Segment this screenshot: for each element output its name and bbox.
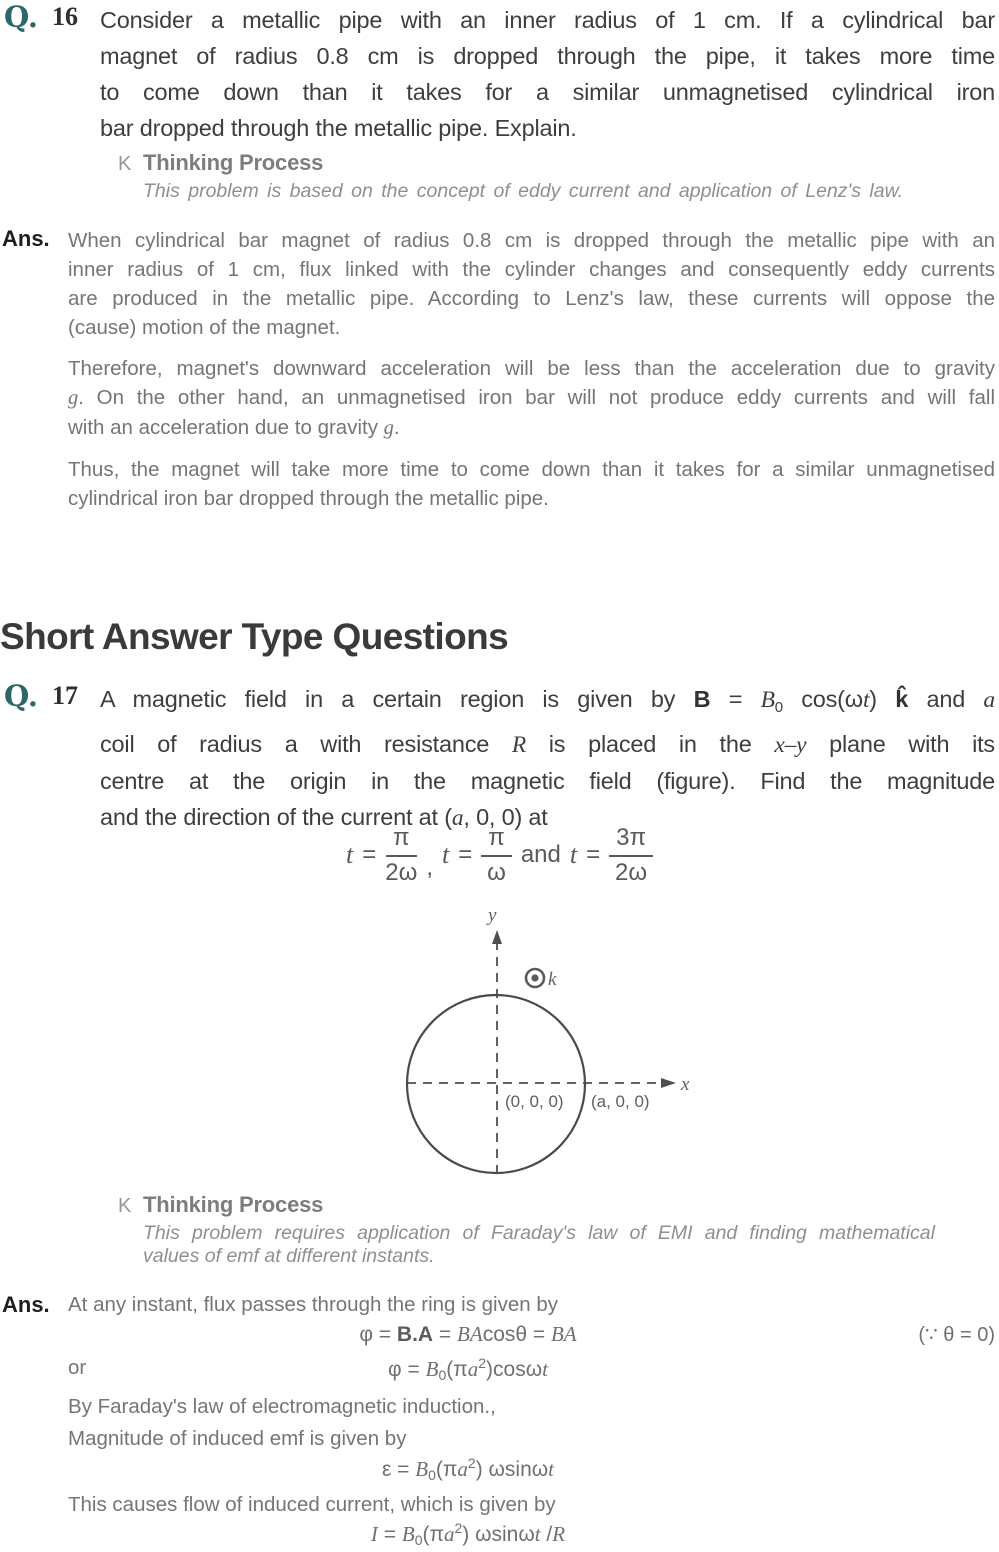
question-line: to come down than it takes for a similar unmagnetised cylindrical iron (100, 79, 995, 105)
theta-zero-note: (∵ θ = 0) (918, 1324, 995, 1346)
thinking-process-16 (0, 150, 999, 203)
answer-line: When cylindrical bar magnet of radius 0.8 cm is dropped through the metallic pipe with an (68, 229, 995, 252)
answer-line: (cause) motion of the magnet. (68, 316, 341, 339)
origin-coordinate-label: (0, 0, 0) (505, 1092, 564, 1111)
section-heading: Short Answer Type Questions (0, 615, 509, 657)
equals-sign: = (458, 841, 473, 869)
answer-intro: At any instant, flux passes through the ring is given by (68, 1293, 558, 1316)
x-axis-arrow (661, 1078, 676, 1088)
answer-line: Therefore, magnet's downward acceleration will be less than the acceleration due to gravity (68, 357, 995, 380)
question-line: and the direction of the current at (a, 0, 0) at (100, 804, 548, 831)
answer-line: cylindrical iron bar dropped through the metallic pipe. (68, 487, 549, 510)
coil-figure (395, 903, 695, 1181)
question-16 (0, 2, 999, 146)
equation-emf: $\varepsilon = B0(\pi a^2)$ ωsinωt (381, 1455, 554, 1483)
answer-paragraph (68, 455, 995, 513)
y-axis-label: y (488, 905, 497, 926)
field-dot-icon (531, 974, 538, 981)
question-line: A magnetic field in a certain region is given by $B = B_0$ cos(ωt) k̂ and a (100, 686, 995, 716)
fraction-pi-2omega: $\frac{\pi}{2\omega}$ (385, 824, 418, 886)
answer-paragraph (68, 354, 995, 443)
thinking-process-title: Thinking Process (143, 150, 324, 175)
question-17-number: 17 (52, 681, 78, 710)
faraday-law-line: By Faraday's law of electromagnetic induction., (68, 1395, 496, 1418)
magnitude-emf-line: Magnitude of induced emf is given by (68, 1427, 407, 1450)
answer-label: Ans. (2, 226, 50, 251)
induced-current-line: This causes flow of induced current, which is given by (68, 1493, 556, 1516)
or-label: or (68, 1356, 87, 1379)
question-17 (0, 681, 999, 836)
question-line: magnet of radius 0.8 cm is dropped through the pipe, it takes more time (100, 43, 995, 69)
answer-line: with an acceleration due to gravity g. (68, 416, 400, 439)
point-a-coordinate-label: (a, 0, 0) (591, 1092, 650, 1111)
answer-line: inner radius of 1 cm, flux linked with the cylinder changes and consequently eddy currents (68, 258, 995, 281)
and-word: and (520, 841, 561, 869)
thinking-process-17 (0, 1192, 999, 1268)
question-line: Consider a metallic pipe with an inner radius of 1 cm. If a cylindrical bar (100, 7, 995, 33)
comma: , (426, 854, 433, 882)
equation-current: $I = B0(\pi a^2)$ ωsinωt /R (370, 1520, 566, 1548)
answer-paragraph (68, 226, 995, 342)
question-16-text (100, 2, 995, 146)
answer-label: Ans. (2, 1292, 50, 1317)
coil-circle (407, 995, 585, 1173)
thinking-process-icon: K (118, 153, 132, 175)
answer-16 (0, 226, 999, 525)
thinking-process-icon: K (118, 1195, 132, 1217)
answer-line: Thus, the magnet will take more time to come down than it takes for a similar unmagnetised (68, 458, 995, 481)
thinking-process-title: Thinking Process (143, 1192, 324, 1217)
question-16-number: 16 (52, 2, 78, 31)
math-var-t: t (345, 840, 354, 870)
k-vector-label: k (548, 969, 557, 990)
question-16-q-mark: Q. (4, 0, 38, 34)
question-line: coil of radius a with resistance R is placed in the x–y plane with its (100, 731, 995, 758)
question-line: bar dropped through the metallic pipe. Explain. (100, 115, 577, 141)
question-line: centre at the origin in the magnetic field (figure). Find the magnitude (100, 768, 995, 794)
math-var-t: t (442, 840, 450, 870)
fraction-3pi-2omega: $\frac{3\pi}{2\omega}$ (609, 824, 653, 886)
x-axis-label: x (681, 1074, 690, 1095)
fraction-pi-omega: $\frac{\pi}{\omega}$ (481, 824, 512, 886)
equation-flux-b0: $\varphi = B0(\pi a^2)\cos\omega t$ (388, 1355, 548, 1383)
answer-16-body (68, 226, 995, 513)
question-17-q-mark: Q. (4, 679, 38, 713)
answer-17 (0, 1292, 999, 1552)
equals-sign: = (586, 841, 601, 869)
thinking-process-text-line: This problem requires application of Faraday's law of EMI and finding mathematical (143, 1222, 935, 1244)
equation-flux-ba: φ = B.A = BAcosθ = BA (359, 1322, 577, 1346)
thinking-process-text: This problem is based on the concept of eddy current and application of Lenz's law. (143, 180, 903, 202)
thinking-process-text-line: values of emf at different instants. (143, 1245, 435, 1267)
equals-sign: = (362, 841, 377, 869)
answer-line: g. On the other hand, an unmagnetised iron bar will not produce eddy currents and will fall (68, 386, 995, 409)
math-var-t: t (569, 840, 578, 870)
time-instants-equation (0, 824, 999, 886)
answer-line: are produced in the metallic pipe. According to Lenz's law, these currents will oppose the (68, 287, 995, 310)
question-17-text (100, 681, 995, 836)
